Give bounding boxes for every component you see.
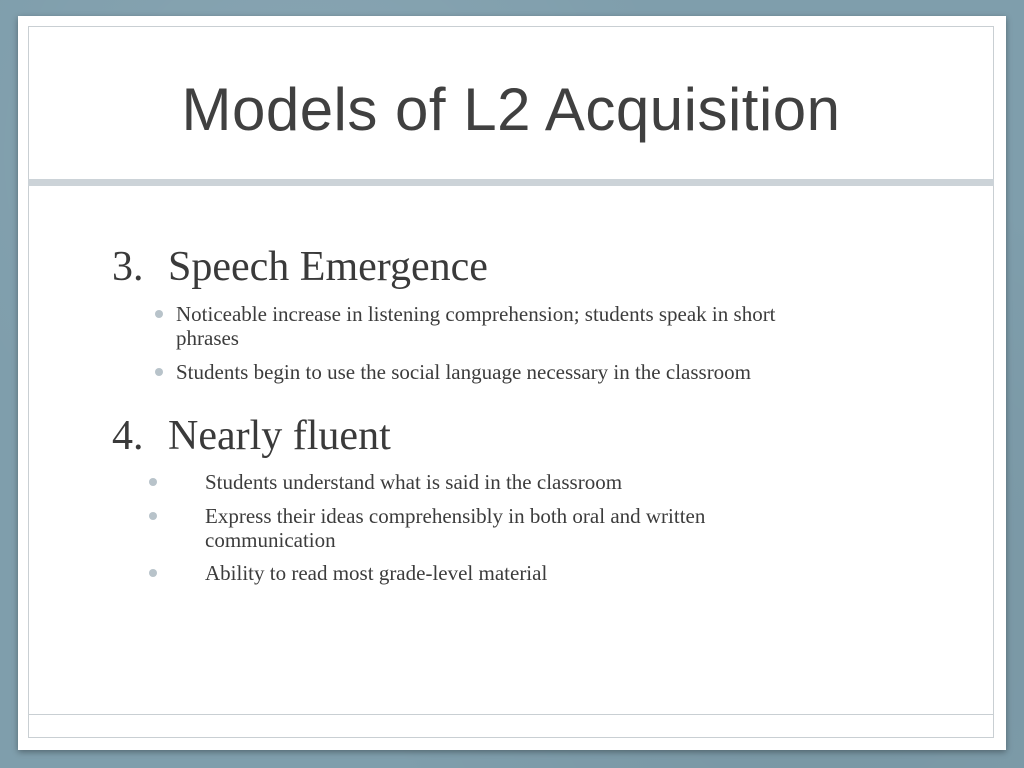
bullet-text-line: communication bbox=[205, 528, 336, 552]
section-heading-speech-emergence bbox=[112, 244, 488, 290]
list-item bbox=[18, 504, 1006, 556]
section-heading-text: Nearly fluent bbox=[168, 413, 391, 459]
bullet-dot-icon bbox=[149, 512, 157, 520]
slide-title: Models of L2 Acquisition bbox=[181, 76, 841, 143]
bullet-text-line: Express their ideas comprehensibly in both oral and written bbox=[205, 504, 706, 528]
list-item bbox=[18, 470, 1006, 496]
list-item bbox=[18, 561, 1006, 587]
bullet-text-line: phrases bbox=[176, 326, 239, 350]
bullet-dot-icon bbox=[155, 310, 163, 318]
bullet-text-line: Ability to read most grade-level material bbox=[205, 561, 548, 585]
bullet-text-line: Noticeable increase in listening comprehension; students speak in short bbox=[176, 302, 776, 326]
slide bbox=[18, 16, 1006, 750]
slide-content bbox=[18, 16, 1006, 750]
section-number: 4. bbox=[112, 413, 144, 459]
list-item bbox=[18, 302, 1006, 354]
list-item bbox=[18, 360, 1006, 386]
bullet-dot-icon bbox=[155, 368, 163, 376]
bullet-text-line: Students begin to use the social language necessary in the classroom bbox=[176, 360, 752, 384]
bullet-text-line: Students understand what is said in the classroom bbox=[205, 470, 623, 494]
bullet-dot-icon bbox=[149, 478, 157, 486]
bullet-dot-icon bbox=[149, 569, 157, 577]
section-heading-nearly-fluent bbox=[112, 413, 391, 459]
section-number: 3. bbox=[112, 244, 144, 290]
section-heading-text: Speech Emergence bbox=[168, 244, 488, 290]
